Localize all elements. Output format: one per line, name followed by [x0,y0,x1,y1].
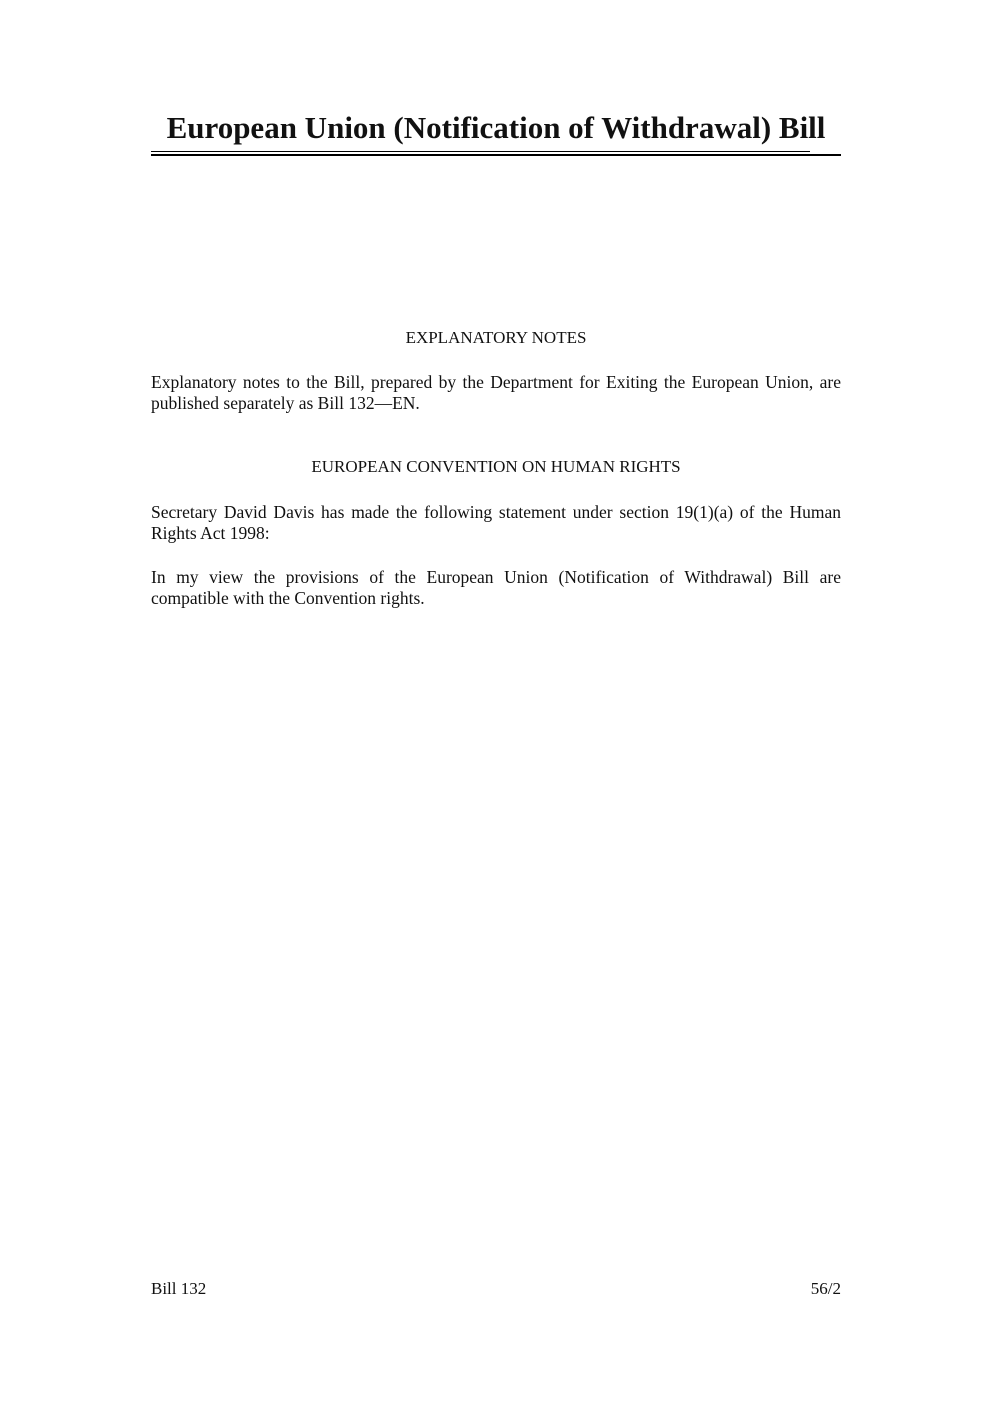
footer-bill-number: Bill 132 [151,1279,207,1298]
explanatory-notes-text: Explanatory notes to the Bill, prepared by the Department for Exiting the European Union, are published separately as Bill 132—EN. [151,372,841,413]
title-rule-thick [151,154,841,156]
footer-print-ref: 56/2 [810,1279,841,1298]
echr-heading: EUROPEAN CONVENTION ON HUMAN RIGHTS [311,457,681,476]
explanatory-notes-heading: EXPLANATORY NOTES [405,328,587,347]
echr-statement: In my view the provisions of the European Union (Notification of Withdrawal) Bill are compatible with the Convention rights. [151,567,841,608]
title-rule-thin [151,151,810,152]
echr-statement-intro: Secretary David Davis has made the following statement under section 19(1)(a) of the Human Rights Act 1998: [151,502,841,543]
document-title: European Union (Notification of Withdrawal) Bill [166,110,826,145]
